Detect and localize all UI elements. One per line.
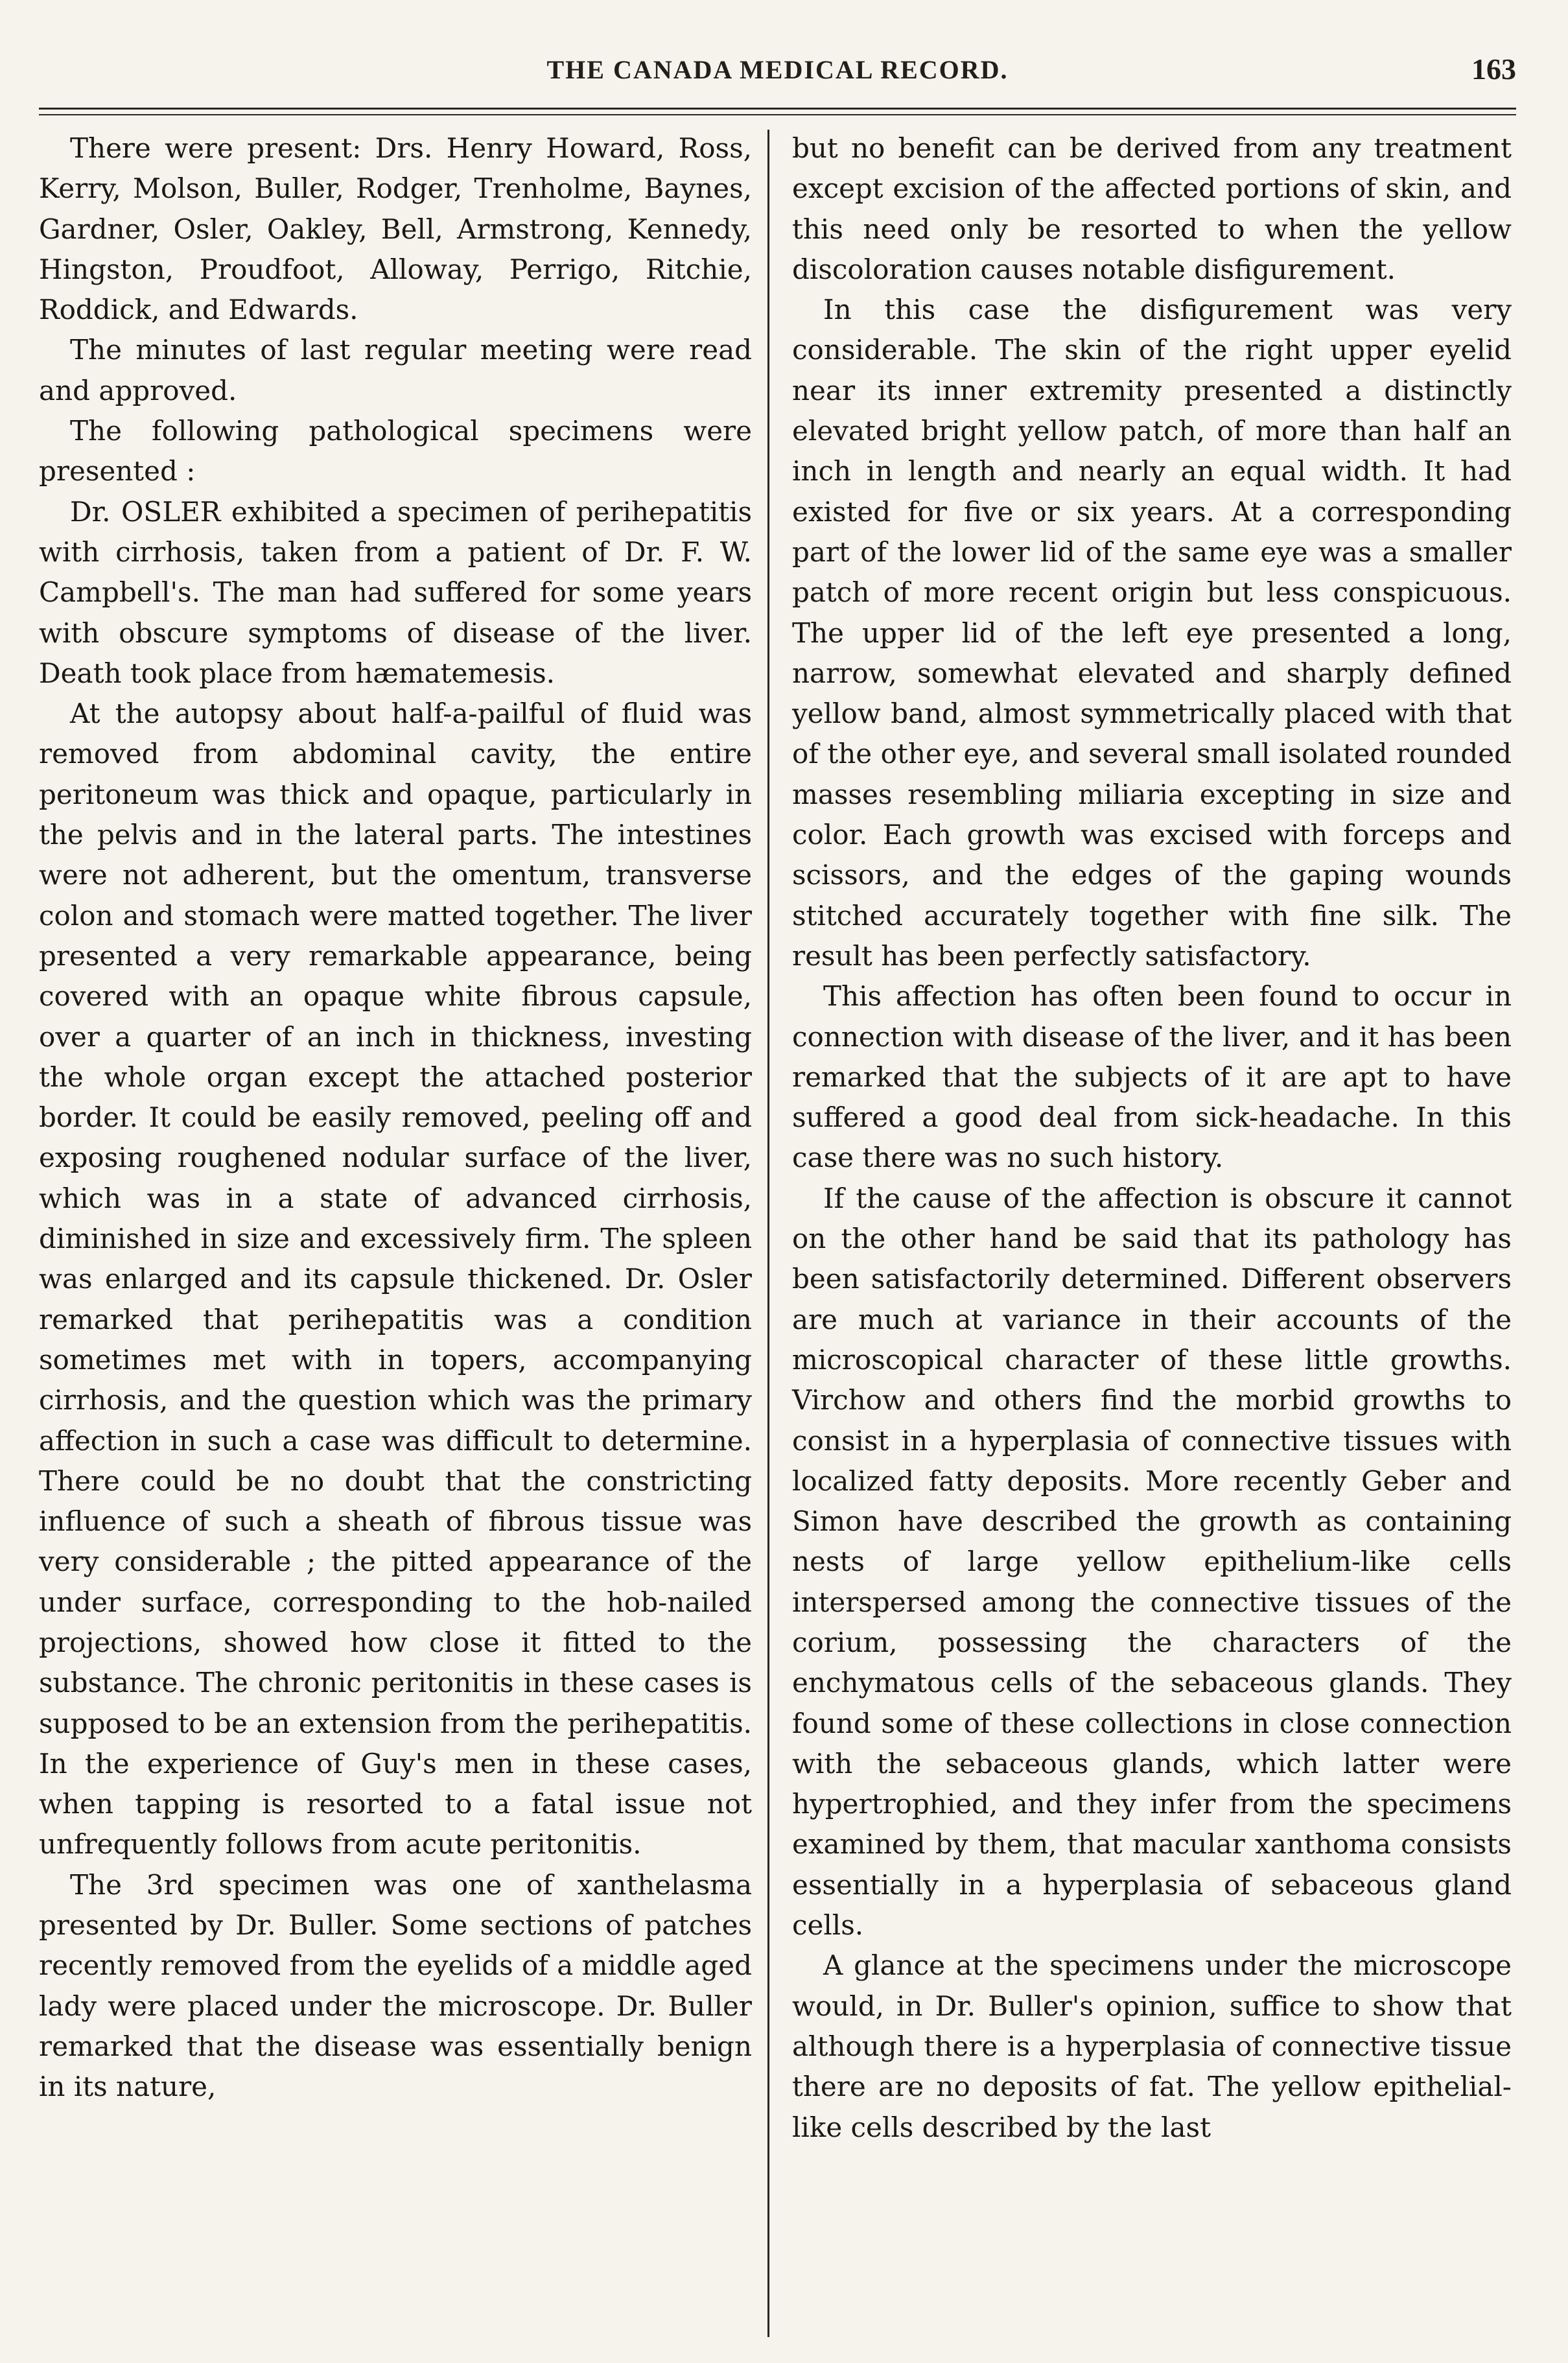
paragraph-attendees: There were present: Drs. Henry Howard, Ross, Kerry, Molson, Buller, Rodger, Trenholme, Baynes, Gardner, Osler, Oakley, Bell, Armstrong, Kennedy, Hingston, Proudfoot, Alloway, Perrigo, Ritchie, Roddick, and Edwards. [39,132,752,326]
paragraph-specimens-intro: The following pathological specimens were presented : [39,415,752,488]
column-divider [767,130,769,2337]
running-header [39,51,1516,96]
paragraph-microscope: A glance at the specimens under the microscope would, in Dr. Buller's opinion, suffice to show that although there is a hyperplasia of connective tissue there are no deposits of fat. The yellow epithelial-like cells described by the last [792,1949,1512,2143]
paragraph-liver-connection: This affection has often been found to occur in connection with disease of the liver, and it has been remarked that the subjects of it are apt to have suffered a good deal from sick-headache. In this case there was no such history. [792,980,1512,1174]
header-rule-bottom [39,114,1516,115]
paragraph-xanthelasma: The 3rd specimen was one of xanthelasma presented by Dr. Buller. Some sections of patches recently removed from the eyelids of a middle aged lady were placed under the microscope. Dr. Buller remarked that the disease was essentially benign in its nature, [39,1868,752,2103]
paragraph-continuation: but no benefit can be derived from any treatment except excision of the affected portions of skin, and this need only be resorted to when the yellow discoloration causes notable disfigurement. [792,132,1512,285]
paragraph-autopsy: At the autopsy about half-a-pailful of fluid was removed from abdominal cavity, the entire peritoneum was thick and opaque, particularly in the pelvis and in the lateral parts. The intestines were not adherent, but the omentum, transverse colon and stomach were matted together. The liver presented a very remarkable appearance, being covered with an opaque white fibrous capsule, over a quarter of an inch in thickness, investing the whole organ except the attached posterior border. It could be easily removed, peeling off and exposing roughened nodular surface of the liver, which was in a state of advanced cirrhosis, diminished in size and excessively firm. The spleen was enlarged and its capsule thickened. Dr. Osler remarked that perihepatitis was a condition sometimes met with in topers, accompanying cirrhosis, and the question which was the primary affection in such a case was difficult to determine. There could be no doubt that the constricting influence of such a sheath of fibrous tissue was very considerable ; the pitted appearance of the under surface, corresponding to the hob-nailed projections, showed how close it fitted to the substance. The chronic peritonitis in these cases is supposed to be an extension from the perihepatitis. In the experience of Guy's men in these cases, when tapping is resorted to a fatal issue not unfrequently follows from acute peritonitis. [39,698,752,1861]
right-column [792,128,1512,2148]
paragraph-pathology: If the cause of the affection is obscure it cannot on the other hand be said that its pathology has been satisfactorily determined. Different observers are much at variance in their accounts of the microscopical character of these little growths. Virchow and others find the morbid growths to consist in a hyperplasia of connective tissues with localized fatty deposits. More recently Geber and Simon have described the growth as containing nests of large yellow epithelium-like cells interspersed among the connective tissues of the corium, possessing the characters of the enchymatous cells of the sebaceous glands. They found some of these collections in close connection with the sebaceous glands, which latter were hypertrophied, and they infer from the specimens examined by them, that macular xanthoma consists essentially in a hyperplasia of sebaceous gland cells. [792,1182,1512,1942]
page-number: 163 [1471,53,1516,86]
journal-title: THE CANADA MEDICAL RECORD. [546,55,1009,84]
paragraph-case-description: In this case the disfigurement was very considerable. The skin of the right upper eyelid near its inner extremity presented a distinctly elevated bright yellow patch, of more than half an inch in length and nearly an equal width. It had existed for five or six years. At a corresponding part of the lower lid of the same eye was a smaller patch of more recent origin but less conspicuous. The upper lid of the left eye presented a long, narrow, somewhat elevated and sharply defined yellow band, almost symmetrically placed with that of the other eye, and several small isolated rounded masses resembling miliaria excepting in size and color. Each growth was excised with forceps and scissors, and the edges of the gaping wounds stitched accurately together with fine silk. The result has been perfectly satisfactory. [792,294,1512,972]
left-column [39,128,752,2108]
paragraph-osler-specimen: Dr. OSLER exhibited a specimen of perihepatitis with cirrhosis, taken from a patient of Dr. F. W. Campbell's. The man had suffered for some years with obscure symptoms of disease of the liver. Death took place from hæmatemesis. [39,495,752,689]
header-rule-top [39,108,1516,110]
paragraph-minutes: The minutes of last regular meeting were read and approved. [39,334,752,406]
